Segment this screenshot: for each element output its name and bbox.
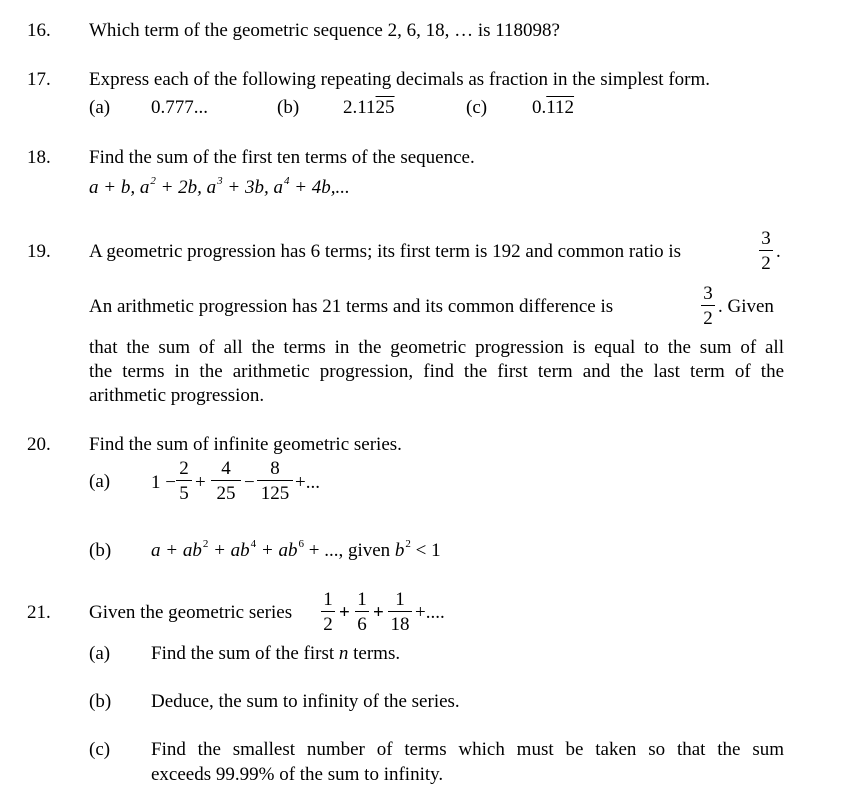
series-plus: + <box>373 602 384 623</box>
expr-exponent: 2 <box>202 538 209 550</box>
fraction-denominator: 25 <box>216 483 236 504</box>
question-text: Express each of the following repeating decimals as fraction in the simplest form. <box>89 69 711 90</box>
expr-term: + ab <box>208 540 250 561</box>
fraction-denominator: 2 <box>761 253 771 274</box>
fraction-bar <box>759 250 773 251</box>
question-line-2: An arithmetic progression has 21 terms and its common difference is <box>89 296 614 317</box>
question-number: 17. <box>27 69 51 90</box>
part-label-c: (c) <box>466 97 488 118</box>
part-label-a: (a) <box>89 643 111 664</box>
sequence-expression <box>89 175 350 198</box>
fraction-denominator: 18 <box>390 614 410 635</box>
seq-exponent: 3 <box>217 175 223 187</box>
part-label-c: (c) <box>89 739 111 760</box>
series-a-fraction-2 <box>211 459 241 503</box>
fraction-numerator: 1 <box>357 589 367 610</box>
series-a-plus: + <box>195 472 206 493</box>
fraction-numerator: 4 <box>221 458 231 479</box>
series-fraction-2 <box>355 590 369 634</box>
seq-exponent: 4 <box>283 175 290 187</box>
question-text: Which term of the geometric sequence 2, 6, 18, … is 118098? <box>89 20 560 41</box>
part-label-b: (b) <box>89 540 112 561</box>
question-text: Find the sum of the first ten terms of the sequence. <box>89 147 475 168</box>
fraction-numerator: 1 <box>323 589 333 610</box>
series-fraction-3 <box>388 590 412 634</box>
fraction-denominator: 5 <box>179 483 189 504</box>
question-text: Find the sum of infinite geometric series. <box>89 434 402 455</box>
series-a-fraction-1 <box>176 459 192 503</box>
part-b-text: Deduce, the sum to infinity of the series. <box>151 691 460 712</box>
part-a-text-pre: Find the sum of the first <box>151 643 339 664</box>
expr-term: b <box>394 540 405 561</box>
fraction-numerator: 2 <box>179 458 189 479</box>
question-number: 16. <box>27 20 51 41</box>
series-plus: + <box>339 602 350 623</box>
series-a-tail: +... <box>295 472 320 493</box>
fraction-denominator: 2 <box>323 614 333 635</box>
question-number: 20. <box>27 434 51 455</box>
part-b-value <box>343 98 395 117</box>
fraction-numerator: 1 <box>395 589 405 610</box>
series-b-expression <box>151 538 441 561</box>
question-line-3: that the sum of all the terms in the geometric progression is equal to the sum of all <box>89 337 784 358</box>
part-a-text-post: terms. <box>348 643 401 664</box>
part-a-text <box>151 644 400 663</box>
part-a-variable: n <box>338 643 349 664</box>
fraction-numerator: 8 <box>270 458 280 479</box>
series-a-one: 1 − <box>151 472 176 493</box>
expr-term: + ..., given <box>303 540 395 561</box>
fraction-numerator: 3 <box>703 283 713 304</box>
seq-term: + 2b, a <box>155 177 217 198</box>
part-c-value <box>532 98 574 117</box>
part-c-text-line-2: exceeds 99.99% of the sum to infinity. <box>151 764 444 785</box>
question-text: Given the geometric series <box>89 602 293 623</box>
part-c-prefix: 0. <box>532 97 547 118</box>
seq-term: + 4b,... <box>289 177 350 198</box>
part-a-value: 0.777... <box>151 97 208 118</box>
fraction-numerator: 3 <box>761 228 771 249</box>
seq-term: + 3b, a <box>222 177 283 198</box>
fraction-denominator: 125 <box>260 483 290 504</box>
series-fraction-1 <box>321 590 335 634</box>
fraction-bar <box>701 305 715 306</box>
ratio-fraction <box>759 229 773 273</box>
fraction-denominator: 6 <box>357 614 367 635</box>
expr-exponent: 6 <box>298 538 304 550</box>
part-label-b: (b) <box>89 691 112 712</box>
fraction-bar <box>211 480 241 481</box>
series-a-fraction-3 <box>257 459 293 503</box>
question-number: 19. <box>27 241 51 262</box>
expr-exponent: 2 <box>405 538 411 550</box>
line-end: . Given <box>718 296 774 317</box>
question-line-5: arithmetic progression. <box>89 385 265 406</box>
question-line-1: A geometric progression has 6 terms; its first term is 192 and common ratio is <box>89 241 682 262</box>
part-label-a: (a) <box>89 471 111 492</box>
question-number: 21. <box>27 602 51 623</box>
expr-term: < 1 <box>410 540 441 561</box>
part-label-b: (b) <box>277 97 300 118</box>
fraction-bar <box>355 611 369 612</box>
part-b-repeat: 25 <box>375 97 395 118</box>
part-c-repeat: 112 <box>546 97 575 118</box>
question-line-4: the terms in the arithmetic progression, find the first term and the last term of the <box>89 361 784 382</box>
seq-exponent: 2 <box>150 175 156 187</box>
expr-term: + ab <box>256 540 298 561</box>
fraction-bar <box>321 611 335 612</box>
expr-exponent: 4 <box>250 538 257 550</box>
question-number: 18. <box>27 147 51 168</box>
part-label-a: (a) <box>89 97 111 118</box>
fraction-bar <box>257 480 293 481</box>
difference-fraction <box>701 284 715 328</box>
part-c-text-line-1: Find the smallest number of terms which must be taken so that the sum <box>151 739 784 760</box>
part-b-prefix: 2.11 <box>343 97 376 118</box>
fraction-bar <box>388 611 412 612</box>
fraction-bar <box>176 480 192 481</box>
fraction-denominator: 2 <box>703 308 713 329</box>
line-end: . <box>776 241 781 262</box>
series-a-minus: − <box>244 472 255 493</box>
series-tail: +.... <box>415 602 445 623</box>
seq-term: a + b, a <box>89 177 150 198</box>
expr-term: a + ab <box>151 540 202 561</box>
